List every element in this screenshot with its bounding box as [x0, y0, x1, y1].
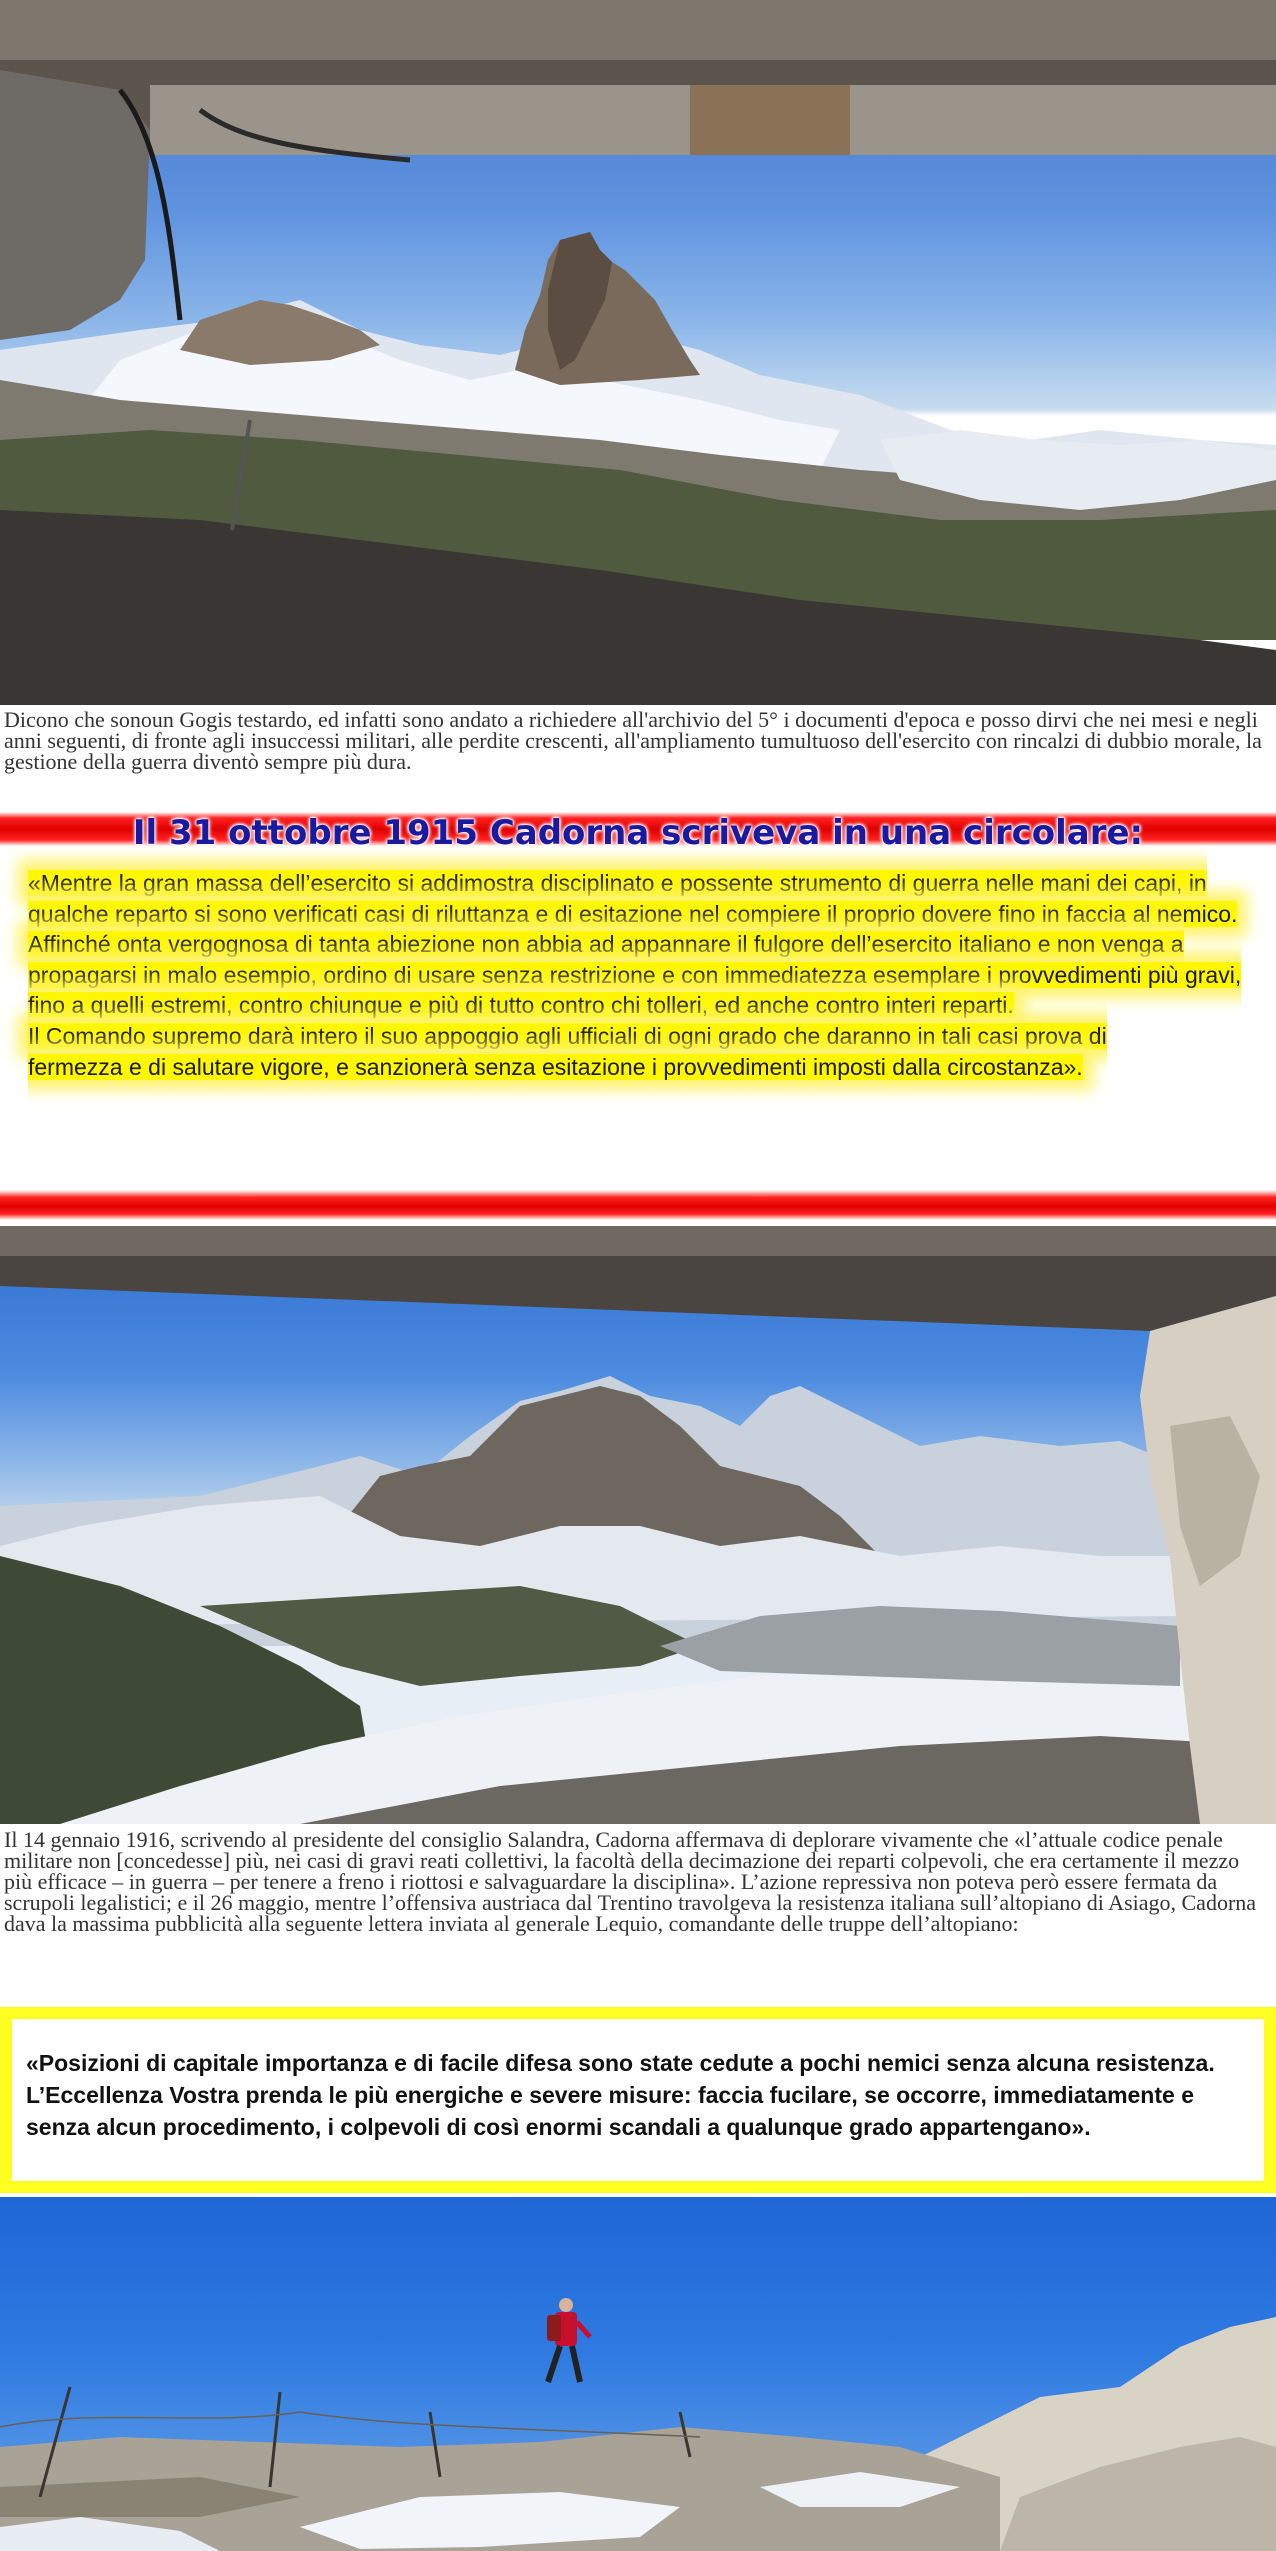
quote1-paragraph — [28, 929, 1258, 1021]
quote1-paragraph — [28, 868, 1258, 929]
photo1-illustration — [0, 0, 1276, 705]
quote2-panel — [12, 2019, 1264, 2181]
photo-bunker-window-cadini — [0, 1226, 1276, 1824]
photo-hiker-ridge — [0, 2197, 1276, 2551]
quote1-body — [28, 868, 1258, 1082]
quote1-paragraph — [28, 1021, 1258, 1082]
quote-title: Il 31 ottobre 1915 Cadorna scriveva in una circolare: — [132, 813, 1144, 853]
quote2-text: «Posizioni di capitale importanza e di facile difesa sono state cedute a pochi nemici senza alcuna resistenza. L’Eccellenza Vostra prenda le più energiche e severe misure: faccia fucilare, se occorre, immediatamente e senza alcun procedimento, i colpevoli di così enormi scandali a qualunque grado appartengano». — [26, 2050, 1215, 2140]
intro-paragraph: Dicono che sonoun Gogis testardo, ed infatti sono andato a richiedere all'archivio del 5° i documenti d'epoca e posso dirvi che nei mesi e negli anni seguenti, di fronte agli insuccessi militari, alle perdite crescenti, all'ampliamento tumultuoso dell'esercito con rincalzi di dubbio morale, la gestione della guerra diventò sempre più dura. — [4, 707, 1262, 774]
photo-bunker-window-tre-cime — [0, 0, 1276, 705]
photo2-illustration — [0, 1226, 1276, 1824]
quote1-text: «Mentre la gran massa dell’esercito si addimostra disciplinato e possente strumento di guerra nelle mani dei capi, in qualche reparto si sono verificati casi di riluttanza e di esitazione nel compiere il proprio dovere fino in faccia al nemico. — [28, 870, 1238, 927]
photo3-illustration — [0, 2197, 1276, 2551]
red-band-bottom — [0, 1190, 1276, 1220]
cadorna-circular-quote — [0, 808, 1276, 1224]
second-paragraph: Il 14 gennaio 1916, scrivendo al presidente del consiglio Salandra, Cadorna affermava di deplorare vivamente che «l’attuale codice penale militare non [concedesse] più, nei casi di gravi reati collettivi, la facoltà della decimazione dei reparti colpevoli, che era certamente il mezzo più efficace – in guerra – per tenere a freno i riottosi e salvaguardare la disciplina». L’azione repressiva non poteva però essere fermata da scrupoli legalistici; e il 26 maggio, mentre l’offensiva austriaca dal Trentino travolgeva la resistenza italiana sull’altopiano di Asiago, Cadorna dava la massima pubblicità alla seguente lettera inviata al generale Lequio, comandante delle truppe dell’altopiano: — [4, 1827, 1257, 1936]
photo3-hiker — [547, 2298, 590, 2382]
photo1-main-peak — [515, 232, 700, 385]
quote1-text: Il Comando supremo darà intero il suo appoggio agli ufficiali di ogni grado che daranno in tali casi prova di fermezza e di salutare vigore, e sanzionerà senza esitazione i provvedimenti imposti dalla circostanza». — [28, 1022, 1107, 1080]
quote1-text: Affinché onta vergognosa di tanta abiezione non abbia ad appannare il fulgore dell’esercito italiano e non venga a propagarsi in malo esempio, ordino di usare senza restrizione e con immediatezza esemplare i provvedimenti più gravi, fino a quelli estremi, contro chiunque e più di tutto contro chi tolleri, ed anche contro interi reparti. — [28, 931, 1242, 1019]
photo1-wooden-post — [0, 70, 150, 340]
lequio-letter-quote — [0, 2007, 1276, 2193]
